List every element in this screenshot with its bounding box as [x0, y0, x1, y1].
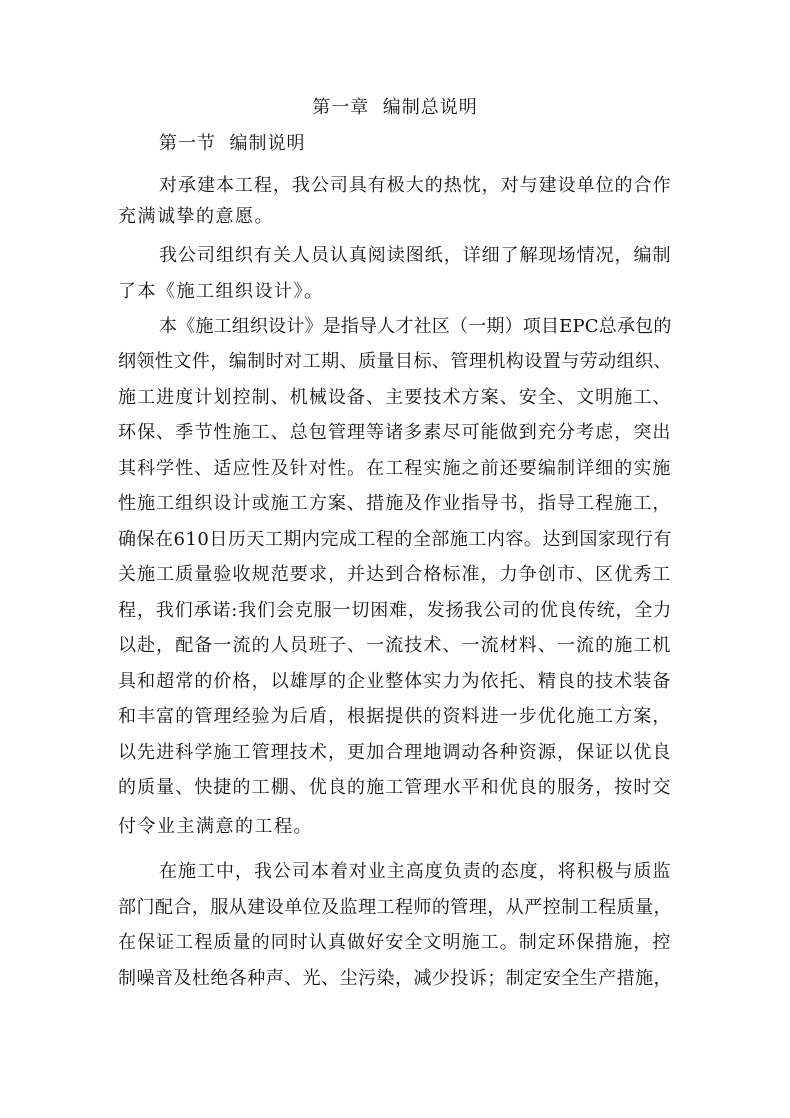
- paragraph-3-line-2: 纲领性文件，编制时对工期、质量目标、管理机构设置与劳动组织、: [118, 351, 672, 372]
- paragraph-4-line-3: 在保证工程质量的同时认真做好安全文明施工。制定环保措施，控: [118, 932, 672, 953]
- paragraph-2-line-2: 了本《施工组织设计》。: [118, 281, 324, 302]
- paragraph-3-line-10: 以赴，配备一流的人员班子、一流技术、一流材料、一流的施工机: [118, 635, 672, 656]
- paragraph-3-line-5: 其科学性、适应性及针对性。在工程实施之前还要编制详细的实施: [118, 458, 672, 479]
- paragraph-3-line-3: 施工进度计划控制、机械设备、主要技术方案、安全、文明施工、: [118, 387, 672, 408]
- paragraph-3-line-7: 确保在610日历天工期内完成工程的全部施工内容。达到国家现行有: [118, 529, 672, 550]
- paragraph-3-line-11: 具和超常的价格，以雄厚的企业整体实力为依托、精良的技术装备: [118, 671, 672, 692]
- paragraph-3-line-6: 性施工组织设计或施工方案、措施及作业指导书，指导工程施工，: [118, 493, 672, 514]
- paragraph-3-line-15: 付令业主满意的工程。: [118, 816, 313, 837]
- section-title: 第一节 编制说明: [159, 133, 306, 154]
- chapter-title: 第一章 编制总说明: [312, 97, 478, 118]
- paragraph-3-line-13: 以先进科学施工管理技术，更加合理地调动各种资源，保证以优良: [118, 742, 672, 763]
- paragraph-4-line-2: 部门配合，服从建设单位及监理工程师的管理，从严控制工程质量，: [118, 897, 672, 918]
- paragraph-3-line-8: 关施工质量验收规范要求，并达到合格标准，力争创市、区优秀工: [118, 564, 672, 585]
- paragraph-3-line-4: 环保、季节性施工、总包管理等诸多素尽可能做到充分考虑，突出: [118, 422, 672, 443]
- paragraph-4-line-1: 在施工中，我公司本着对业主高度负责的态度，将积极与质监: [159, 861, 672, 882]
- paragraph-3-line-1: 本《施工组织设计》是指导人才社区（一期）项目EPC总承包的: [159, 316, 672, 337]
- paragraph-3-line-12: 和丰富的管理经验为后盾，根据提供的资料进一步优化施工方案，: [118, 706, 672, 727]
- paragraph-3-line-14: 的质量、快捷的工棚、优良的施工管理水平和优良的服务，按时交: [118, 777, 672, 798]
- paragraph-1-line-2: 充满诚挚的意愿。: [118, 206, 274, 227]
- paragraph-1-line-1: 对承建本工程，我公司具有极大的热忱，对与建设单位的合作: [159, 175, 672, 196]
- paragraph-4-line-4: 制噪音及杜绝各种声、光、尘污染，减少投诉；制定安全生产措施，: [118, 968, 672, 989]
- paragraph-2-line-1: 我公司组织有关人员认真阅读图纸，详细了解现场情况，编制: [159, 245, 672, 266]
- paragraph-3-line-9: 程，我们承诺:我们会克服一切困难，发扬我公司的优良传统，全力: [118, 600, 673, 621]
